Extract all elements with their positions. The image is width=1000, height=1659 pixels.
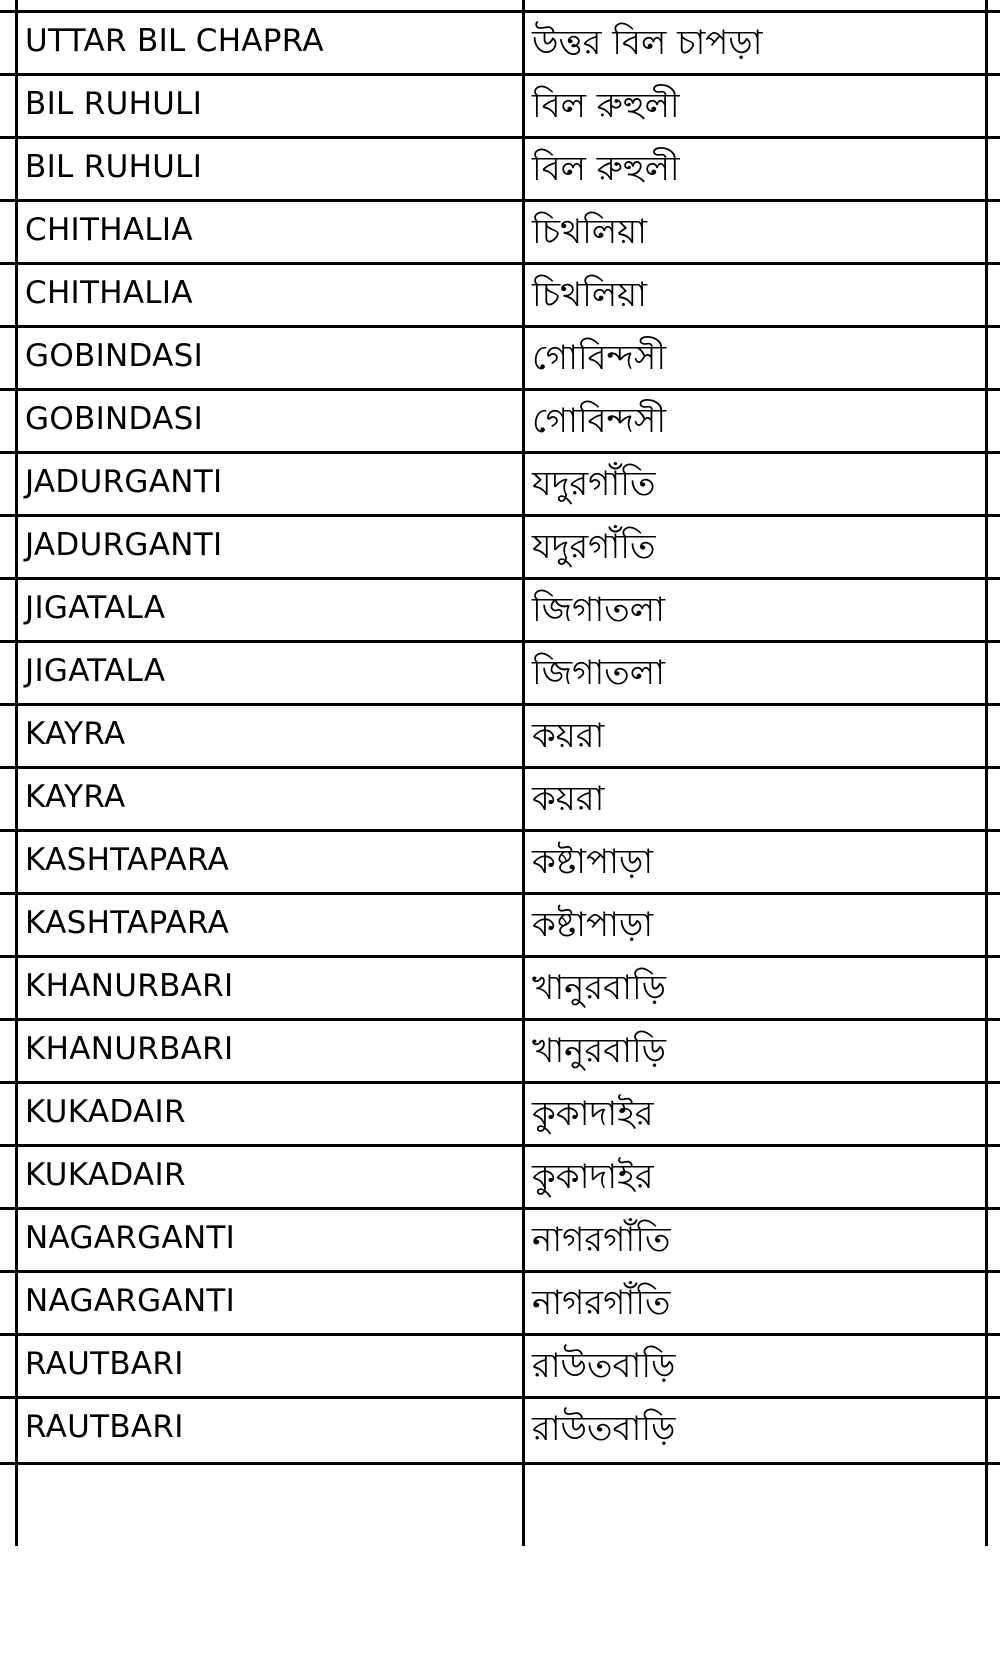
english-name-cell: RAUTBARI (25, 1346, 184, 1382)
bengali-name-cell: কয়রা (532, 716, 605, 756)
bengali-name-cell: চিথলিয়া (532, 275, 648, 315)
bengali-name-cell: খানুরবাড়ি (532, 968, 666, 1008)
bengali-name-cell: যদুরগাঁতি (532, 527, 656, 567)
table-row (0, 1081, 1000, 1148)
bengali-name-cell: চিথলিয়া (532, 212, 648, 252)
english-name-cell: GOBINDASI (25, 401, 204, 437)
english-name-cell: GOBINDASI (25, 338, 204, 374)
english-name-cell: JADURGANTI (25, 464, 223, 500)
table-row (0, 1018, 1000, 1085)
table-row (0, 73, 1000, 140)
table-row (0, 1270, 1000, 1337)
bengali-name-cell: যদুরগাঁতি (532, 464, 656, 504)
table-row (0, 325, 1000, 392)
table-row (0, 388, 1000, 455)
table-row (0, 766, 1000, 833)
english-name-cell: JIGATALA (25, 653, 166, 689)
english-name-cell: CHITHALIA (25, 212, 193, 248)
table-row (0, 199, 1000, 266)
bengali-name-cell: নাগরগাঁতি (532, 1220, 671, 1260)
table-row (0, 1396, 1000, 1465)
table-row (0, 703, 1000, 770)
bengali-name-cell: কষ্টাপাড়া (532, 905, 654, 945)
english-name-cell: KUKADAIR (25, 1094, 186, 1130)
table-row (0, 892, 1000, 959)
table-row (0, 262, 1000, 329)
english-name-cell: KHANURBARI (25, 968, 234, 1004)
bengali-name-cell: উত্তর বিল চাপড়া (532, 23, 763, 63)
english-name-cell: BIL RUHULI (25, 86, 203, 122)
table-row (0, 577, 1000, 644)
table-row (0, 640, 1000, 707)
english-name-cell: CHITHALIA (25, 275, 193, 311)
table-row (0, 1144, 1000, 1211)
table-row (0, 10, 1000, 77)
bengali-name-cell: কয়রা (532, 779, 605, 819)
english-name-cell: UTTAR BIL CHAPRA (25, 23, 324, 59)
bengali-name-cell: নাগরগাঁতি (532, 1283, 671, 1323)
table-row (0, 1207, 1000, 1274)
english-name-cell: RAUTBARI (25, 1409, 184, 1445)
bengali-name-cell: জিগাতলা (532, 590, 665, 630)
bengali-name-cell: গোবিন্দসী (532, 401, 667, 441)
table-right-border (985, 0, 988, 1546)
column-divider (522, 0, 525, 1546)
bengali-name-cell: রাউতবাড়ি (532, 1409, 676, 1449)
table-row (0, 451, 1000, 518)
bengali-name-cell: কষ্টাপাড়া (532, 842, 654, 882)
english-name-cell: KASHTAPARA (25, 905, 230, 941)
bengali-name-cell: কুকাদাইর (532, 1094, 654, 1134)
bengali-name-cell: জিগাতলা (532, 653, 665, 693)
table-row (0, 829, 1000, 896)
english-name-cell: JADURGANTI (25, 527, 223, 563)
english-name-cell: NAGARGANTI (25, 1220, 236, 1256)
english-name-cell: KAYRA (25, 716, 126, 752)
table-row (0, 514, 1000, 581)
english-name-cell: KUKADAIR (25, 1157, 186, 1193)
english-name-cell: BIL RUHULI (25, 149, 203, 185)
table-left-border (15, 0, 18, 1546)
english-name-cell: JIGATALA (25, 590, 166, 626)
table-row (0, 955, 1000, 1022)
bengali-name-cell: বিল রুহুলী (532, 149, 680, 189)
english-name-cell: KAYRA (25, 779, 126, 815)
english-name-cell: KASHTAPARA (25, 842, 230, 878)
bengali-name-cell: কুকাদাইর (532, 1157, 654, 1197)
bengali-name-cell: বিল রুহুলী (532, 86, 680, 126)
bengali-name-cell: খানুরবাড়ি (532, 1031, 666, 1071)
english-name-cell: NAGARGANTI (25, 1283, 236, 1319)
bengali-name-cell: রাউতবাড়ি (532, 1346, 676, 1386)
english-name-cell: KHANURBARI (25, 1031, 234, 1067)
bengali-name-cell: গোবিন্দসী (532, 338, 667, 378)
table-row (0, 136, 1000, 203)
table-row (0, 1333, 1000, 1400)
